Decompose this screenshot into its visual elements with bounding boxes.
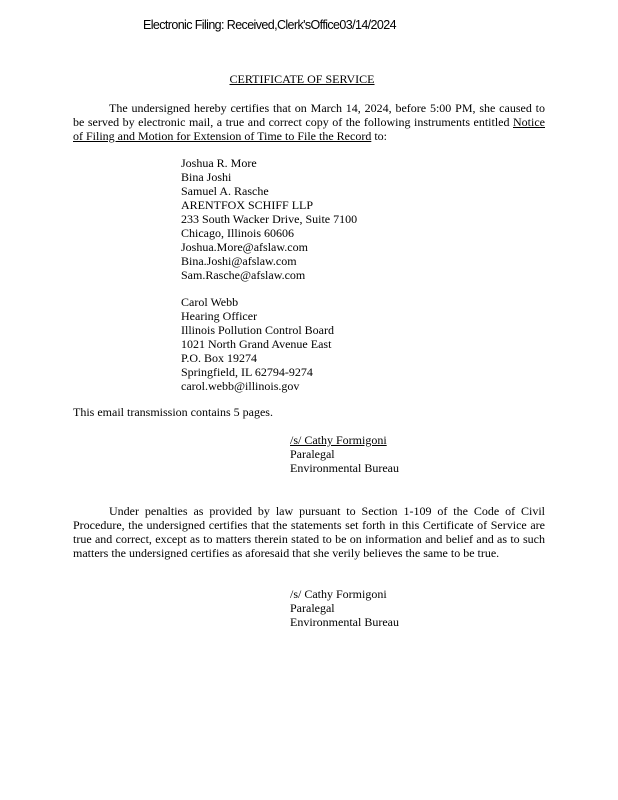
intro-paragraph — [73, 101, 545, 143]
title-text: CERTIFICATE OF SERVICE — [229, 72, 375, 86]
address-line: Illinois Pollution Control Board — [181, 323, 335, 337]
address-line: Chicago, Illinois 60606 — [181, 226, 294, 240]
signature-title: Paralegal — [290, 601, 335, 615]
address-line: Joshua R. More — [181, 156, 257, 170]
signature-title: Paralegal — [290, 447, 335, 461]
signature-block-1 — [290, 433, 399, 475]
signature-bureau: Environmental Bureau — [290, 615, 399, 629]
address-line: ARENTFOX SCHIFF LLP — [181, 198, 314, 212]
address-line: P.O. Box 19274 — [181, 351, 258, 365]
penalty-paragraph — [73, 504, 545, 560]
address-line: 233 South Wacker Drive, Suite 7100 — [181, 212, 358, 226]
address-line: Carol Webb — [181, 295, 239, 309]
address-line: Samuel A. Rasche — [181, 184, 269, 198]
address-line: 1021 North Grand Avenue East — [181, 337, 332, 351]
address-line: Hearing Officer — [181, 309, 258, 323]
penalty-text: Under penalties as provided by law pursuant to Section 1-109 of the Code of Civil Procedure, the undersigned certifies that the statements set forth in this Certificate of Service are true and correct, except as to matters therein stated to be on information and belief and as to such matters the undersigned certifies as aforesaid that she verily believes the same to be true. — [73, 504, 545, 560]
email-line: Bina.Joshi@afslaw.com — [181, 254, 297, 268]
address-line: Bina Joshi — [181, 170, 232, 184]
recipient-block-1 — [181, 156, 357, 282]
email-line: carol.webb@illinois.gov — [181, 379, 300, 393]
signature-name: /s/ Cathy Formigoni — [290, 433, 387, 447]
document-title — [0, 72, 618, 87]
recipient-block-2 — [181, 295, 334, 393]
address-line: Springfield, IL 62794-9274 — [181, 365, 313, 379]
filing-stamp: Electronic Filing: Received,Clerk'sOffice03/14/2024 — [143, 18, 396, 32]
instrument-title: Notice of Filing and Motion for Extension of Time to File the Record — [73, 115, 545, 143]
email-line: Sam.Rasche@afslaw.com — [181, 268, 306, 282]
signature-bureau: Environmental Bureau — [290, 461, 399, 475]
signature-block-2 — [290, 587, 399, 629]
intro-text: The undersigned hereby certifies that on March 14, 2024, before 5:00 PM, she caused to be served by electronic mail, a true and correct copy of the following instruments entitled — [73, 101, 545, 129]
email-line: Joshua.More@afslaw.com — [181, 240, 308, 254]
signature-name: /s/ Cathy Formigoni — [290, 587, 387, 601]
intro-ending: to: — [371, 129, 387, 143]
transmission-note: This email transmission contains 5 pages. — [73, 405, 273, 419]
